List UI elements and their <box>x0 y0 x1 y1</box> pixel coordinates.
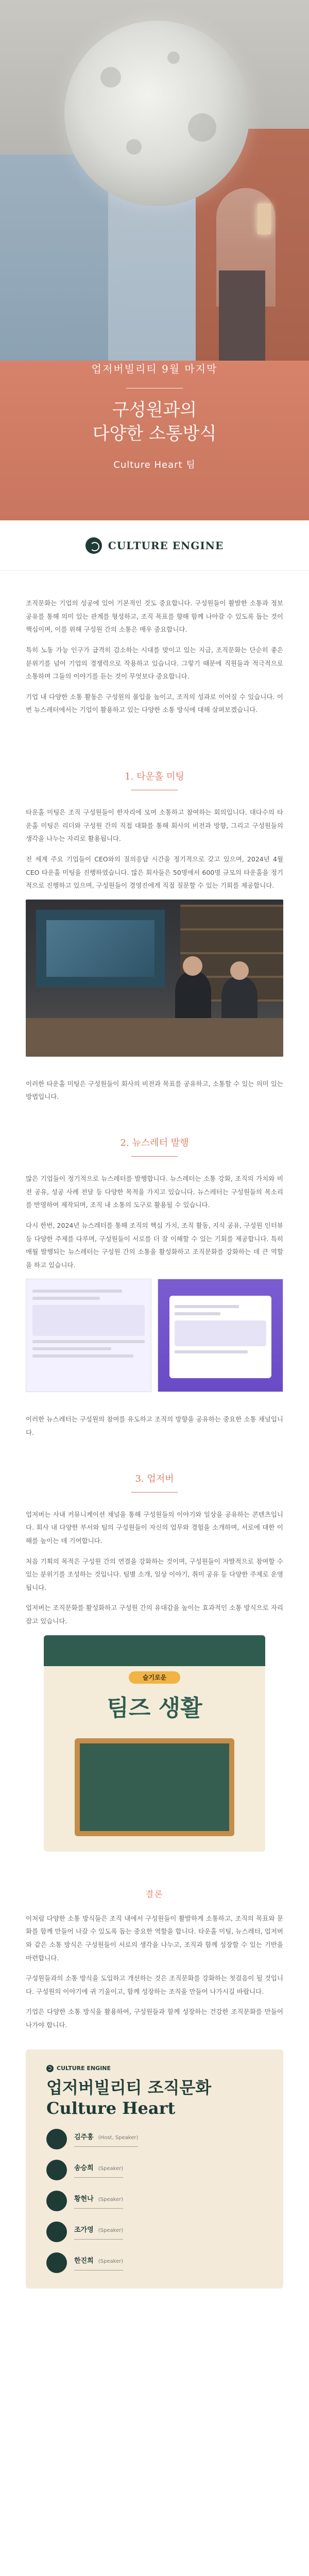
team-member <box>46 2129 263 2149</box>
member-name: 조가영 <box>74 2226 94 2234</box>
footer-title <box>46 2077 263 2119</box>
member-divider <box>74 2239 123 2240</box>
section2-body-2 <box>0 1413 309 1439</box>
section1-paragraph: 타운홀 미팅은 조직 구성원들이 한자리에 모여 소통하고 참여하는 회의입니다. 대다수의 타운홀 미팅은 리더와 구성원 간의 직접 대화를 통해 회사의 비전과 방향, 그리고 구성원들의 생각을 나누는 자리로 활용됩니다. <box>26 808 283 843</box>
avatar <box>46 2129 67 2149</box>
team-card <box>26 2049 283 2289</box>
section3-paragraph: 업저버는 사내 커뮤니케이션 채널을 통해 구성원들의 이야기와 일상을 공유하는 콘텐츠입니다. 회사 내 다양한 부서와 팀의 구성원들이 자신의 업무와 경험을 소개하며, 서로에 대한 이해를 높이는 데 기여합니다. <box>26 1510 283 1545</box>
section3-paragraph: 처음 기획의 목적은 구성원 간의 연결을 강화하는 것이며, 구성원들이 자발적으로 참여할 수 있는 분위기를 조성하는 것입니다. 팀별 소개, 일상 이야기, 취미 공유 등 다양한 주제로 운영됩니다. <box>26 1557 283 1591</box>
hero-title-line2: 다양한 소통방식 <box>92 423 217 444</box>
presentation-screen <box>36 910 165 987</box>
section1-body-2 <box>0 1077 309 1104</box>
brand-name: CULTURE ENGINE <box>108 539 224 552</box>
hero-kicker: 업저버빌리티 9월 마지막 <box>91 363 218 375</box>
hero-lamp <box>258 204 271 234</box>
footer <box>0 2039 309 2304</box>
member-role: (Speaker) <box>98 2165 124 2172</box>
member-role: (Speaker) <box>98 2196 124 2202</box>
member-name: 한진희 <box>74 2257 94 2265</box>
newsletter-preview <box>26 1279 283 1392</box>
hero-title-line1: 구성원과의 <box>112 400 197 420</box>
conclusion-paragraph: 이처럼 다양한 소통 방식들은 조직 내에서 구성원들이 활발하게 소통하고, 조직의 목표와 문화를 함께 만들어 나갈 수 있도록 돕는 중요한 역할을 합니다. 타운홀 미팅, 뉴스레터, 업저버와 같은 소통 방식은 구성원들이 서로의 생각을 나누고, 조직과 함께 성장할 수 있는 기반을 마련합니다. <box>26 1914 283 1962</box>
poster-header <box>44 1635 265 1666</box>
hero-door <box>219 270 265 371</box>
townhall-photo <box>26 900 283 1057</box>
section1-title: 1. 타운홀 미팅 <box>125 771 184 782</box>
poster-board <box>75 1738 234 1836</box>
team-member <box>46 2160 263 2180</box>
member-name: 황현나 <box>74 2195 94 2203</box>
team-member <box>46 2222 263 2242</box>
section1-header <box>0 744 309 806</box>
member-name: 송승희 <box>74 2164 94 2172</box>
section2-paragraph: 이러한 뉴스레터는 구성원의 참여를 유도하고 조직의 방향을 공유하는 중요한 소통 채널입니다. <box>26 1415 283 1436</box>
member-divider <box>74 2146 138 2147</box>
section2-paragraph: 다시 한번, 2024년 뉴스레터를 통해 조직의 핵심 가치, 조직 활동, 지식 공유, 구성원 인터뷰 등 다양한 주제를 다루며, 구성원들이 서로를 더 잘 이해할 수 있는 기회를 제공합니다. 특히 매월 발행되는 뉴스레터는 구성원 간의 소통을 활성화하고 조직문화를 강화하는 데 큰 역할을 하고 있습니다. <box>26 1221 283 1269</box>
hero-title <box>0 399 309 446</box>
hero-team: Culture Heart 팀 <box>113 459 196 470</box>
section1-paragraph: 이러한 타운홀 미팅은 구성원들이 회사의 비전과 목표를 공유하고, 소통할 수 있는 의미 있는 방법입니다. <box>26 1079 283 1101</box>
newsletter-card <box>26 1279 151 1392</box>
poster-title: 팀즈 생활 <box>107 1694 202 1721</box>
brand-bar <box>0 520 309 571</box>
hero-banner <box>0 0 309 520</box>
footer-title-line2: Culture Heart <box>46 2098 176 2118</box>
section2-paragraph: 많은 기업들이 정기적으로 뉴스레터를 발행합니다. 뉴스레터는 소통 강화, 조직의 가치와 비전 공유, 성공 사례 전달 등 다양한 목적을 가지고 있습니다. 뉴스레터는 구성원들의 목소리를 반영하여 제작되며, 조직 내 소통의 도구로 활용될 수 있습니다. <box>26 1175 283 1209</box>
member-name: 김주홍 <box>74 2133 94 2141</box>
section3-divider <box>131 1492 178 1493</box>
teams-poster <box>44 1635 265 1852</box>
footer-title-line1: 업저버빌리티 조직문화 <box>46 2077 212 2097</box>
section3-title: 3. 업저버 <box>135 1473 174 1484</box>
conclusion-paragraph: 구성원들과의 소통 방식을 도입하고 개선하는 것은 조직문화를 강화하는 첫걸음이 될 것입니다. 구성원의 이야기에 귀 기울이고, 함께 성장하는 조직을 만들어 나가시길 바랍니다. <box>26 1974 283 1995</box>
avatar <box>46 2160 67 2180</box>
conclusion-title: 결론 <box>145 1889 164 1899</box>
conclusion-paragraph: 기업은 다양한 소통 방식을 활용하여, 구성원들과 함께 성장하는 건강한 조직문화를 만들어 나가야 합니다. <box>26 2008 283 2029</box>
section1-body <box>0 806 309 892</box>
section3-paragraph: 업저버는 조직문화를 활성화하고 구성원 간의 유대감을 높이는 효과적인 소통 방식으로 자리잡고 있습니다. <box>26 1604 283 1625</box>
poster-chip: 슬기로운 <box>129 1671 180 1684</box>
section2-header <box>0 1111 309 1172</box>
member-role: (Speaker) <box>98 2227 124 2233</box>
conclusion-body <box>0 1912 309 2032</box>
footer-brand-name: CULTURE ENGINE <box>57 2065 111 2072</box>
section3-header <box>0 1447 309 1508</box>
avatar <box>46 2252 67 2273</box>
footer-brand <box>46 2065 263 2072</box>
intro-paragraph: 기업 내 다양한 소통 활동은 구성원의 몰입을 높이고, 조직의 성과로 이어질 수 있습니다. 이번 뉴스레터에서는 기업이 활용하고 있는 다양한 소통 방식에 대해 살펴보겠습니다. <box>26 692 283 714</box>
section2-body <box>0 1172 309 1272</box>
team-member <box>46 2191 263 2211</box>
intro-paragraph: 특히 노동 가능 인구가 급격히 감소하는 시대를 맞이고 있는 지금, 조직문화는 단순히 좋은 분위기를 넘어 기업의 경쟁력으로 작용하고 있습니다. 그렇기 때문에 직원들과 적극적으로 소통하며 그들의 이야기를 듣는 것이 무엇보다 중요합니다. <box>26 646 283 681</box>
hero-moon <box>64 21 250 206</box>
conclusion-header <box>0 1867 309 1912</box>
avatar <box>46 2191 67 2211</box>
section3-body <box>0 1508 309 1628</box>
section2-divider <box>131 1156 178 1157</box>
section2-title: 2. 뉴스레터 발행 <box>120 1138 189 1148</box>
hero-text <box>0 361 309 471</box>
intro-paragraph: 조직문화는 기업의 성공에 있어 기본적인 것도 중요합니다. 구성원들이 활발한 소통과 정보 공유를 통해 의미 있는 관계를 형성하고, 조직 목표를 향해 함께 나아갈 수 있도록 돕는 것이 핵심이며, 이를 위해 구성원 간의 소통은 매우 중요합니다. <box>26 599 283 634</box>
brand-logo-icon <box>85 537 102 554</box>
member-role: (Speaker) <box>98 2258 124 2264</box>
avatar <box>46 2222 67 2242</box>
section1-paragraph: 전 세계 주요 기업들이 CEO와의 질의응답 시간을 정기적으로 갖고 있으며, 2024년 4월 CEO 타운홀 미팅을 진행하였습니다. 많은 회사들은 50명에서 600명 규모의 타운홀을 정기적으로 진행하고 있으며, 구성원들이 경영진에게 직접 질문할 수 있는 기회를 제공합니다. <box>26 855 283 890</box>
newsletter-card-purple <box>158 1279 283 1392</box>
footer-brand-icon <box>46 2065 54 2072</box>
intro-section <box>0 571 309 744</box>
team-member <box>46 2252 263 2273</box>
member-role: (Host, Speaker) <box>98 2134 139 2141</box>
member-divider <box>74 2208 123 2209</box>
member-divider <box>74 2177 123 2178</box>
stage-table <box>26 1018 283 1057</box>
